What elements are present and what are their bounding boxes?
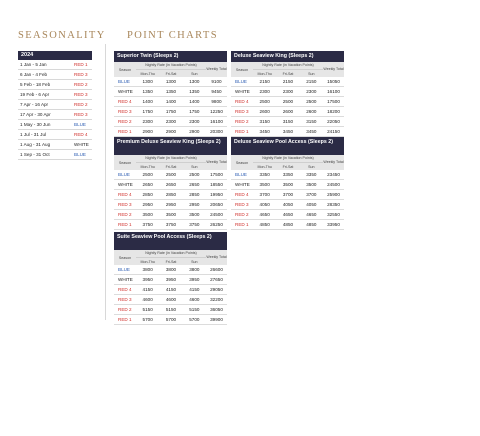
mon-thu-cell: 3750	[142, 222, 153, 227]
sun-cell: 3800	[189, 267, 200, 272]
season-row	[18, 110, 92, 120]
weekly-total-cell: 12250	[210, 109, 223, 114]
table-row	[114, 305, 227, 315]
season-dates: 17 Apr - 30 Apr	[20, 112, 51, 117]
mon-thu-cell: 4650	[259, 212, 270, 217]
sun-cell: 2900	[189, 129, 200, 134]
sun-header: Sun	[191, 260, 198, 264]
weekly-total-cell: 9800	[211, 99, 222, 104]
mon-thu-cell: 3150	[259, 119, 270, 124]
weekly-total-cell: 24500	[327, 182, 340, 187]
fri-sat-cell: 5700	[165, 317, 177, 322]
table-row	[114, 170, 227, 180]
weekly-total-cell: 39900	[210, 317, 223, 322]
table-row	[231, 170, 344, 180]
fri-sat-header: Fri-Sat	[165, 72, 177, 76]
weekly-total-cell: 36050	[210, 307, 223, 312]
mon-thu-cell: 1750	[142, 109, 153, 114]
sun-cell: 2500	[306, 99, 317, 104]
season-cell: BLUE	[118, 267, 131, 272]
sun-header: Sun	[191, 165, 198, 169]
rate-header	[136, 155, 206, 170]
fri-sat-header: Fri-Sat	[282, 72, 294, 76]
sun-cell: 1400	[189, 99, 200, 104]
season-cell: RED 4	[235, 99, 249, 104]
fri-sat-cell: 1400	[165, 99, 177, 104]
mon-thu-cell: 4850	[259, 222, 270, 227]
sun-cell: 3350	[306, 172, 317, 177]
weekly-total-cell: 29050	[210, 287, 223, 292]
seasonality-table	[18, 51, 92, 160]
sun-cell: 3500	[189, 212, 200, 217]
mon-thu-cell: 3450	[259, 129, 270, 134]
chart-deluxe-seaview-pool-access	[231, 137, 344, 230]
table-row	[114, 97, 227, 107]
mon-thu-cell: 3350	[259, 172, 270, 177]
sun-cell: 2300	[189, 119, 200, 124]
mon-thu-cell: 2300	[142, 119, 153, 124]
season-cell: WHITE	[118, 89, 133, 94]
weekly-total-header: Weekly Total	[323, 67, 344, 72]
mon-thu-cell: 2300	[259, 89, 270, 94]
season-header: Season	[118, 67, 132, 72]
table-row	[114, 77, 227, 87]
season-code: RED 3	[74, 92, 88, 97]
seasonality-heading: SEASONALITY	[18, 30, 106, 41]
table-row	[231, 97, 344, 107]
weekly-total-cell: 33950	[327, 222, 340, 227]
mon-thu-header: Mon-Thu	[140, 260, 155, 264]
rate-header	[136, 250, 206, 265]
fri-sat-cell: 2600	[282, 109, 294, 114]
fri-sat-cell: 3950	[165, 277, 177, 282]
chart-header	[114, 250, 227, 265]
table-row	[231, 107, 344, 117]
season-dates: 1 Jul - 31 Jul	[20, 132, 47, 137]
sun-cell: 2850	[189, 192, 200, 197]
season-header: Season	[235, 160, 249, 165]
fri-sat-header: Fri-Sat	[282, 165, 294, 169]
sun-cell: 4050	[306, 202, 317, 207]
fri-sat-cell: 1750	[165, 109, 177, 114]
weekly-total-header: Weekly Total	[323, 160, 344, 165]
fri-sat-cell: 1350	[165, 89, 177, 94]
mon-thu-header: Mon-Thu	[257, 165, 272, 169]
fri-sat-cell: 5150	[165, 307, 177, 312]
season-row	[18, 100, 92, 110]
season-dates: 19 Feb - 6 Apr	[20, 92, 50, 97]
mon-thu-cell: 5700	[142, 317, 153, 322]
season-cell: RED 3	[235, 202, 249, 207]
sun-cell: 2150	[306, 79, 317, 84]
chart-premium-deluxe-seaview-king	[114, 137, 227, 230]
table-row	[231, 220, 344, 230]
table-row	[231, 117, 344, 127]
weekly-total-cell: 32200	[210, 297, 223, 302]
mon-thu-cell: 2500	[259, 99, 270, 104]
season-dates: 1 May - 30 Jun	[20, 122, 51, 127]
chart-header	[114, 155, 227, 170]
mon-thu-cell: 2950	[142, 202, 153, 207]
fri-sat-cell: 4600	[165, 297, 177, 302]
sun-cell: 1750	[189, 109, 200, 114]
divider	[105, 44, 106, 320]
season-dates: 1 Sep - 31 Oct	[20, 152, 50, 157]
table-row	[114, 87, 227, 97]
weekly-total-cell: 17500	[210, 172, 223, 177]
season-dates: 1 Aug - 31 Aug	[20, 142, 51, 147]
chart-deluxe-seaview-king	[231, 51, 344, 137]
table-row	[114, 275, 227, 285]
weekly-total-cell: 20650	[210, 202, 223, 207]
sun-header: Sun	[191, 72, 198, 76]
season-row	[18, 90, 92, 100]
nightly-rate-header: Nightly Rate (in Vacation Points)	[136, 250, 206, 258]
weekly-total-header: Weekly Total	[206, 67, 227, 72]
table-row	[231, 87, 344, 97]
mon-thu-cell: 4150	[142, 287, 153, 292]
season-cell: RED 2	[235, 212, 249, 217]
sun-cell: 1300	[189, 79, 200, 84]
season-cell: BLUE	[118, 79, 131, 84]
sun-header: Sun	[308, 72, 315, 76]
table-row	[114, 190, 227, 200]
season-cell: RED 1	[118, 129, 132, 134]
weekly-total-cell: 22050	[327, 119, 340, 124]
season-cell: RED 4	[118, 287, 132, 292]
chart-header	[114, 62, 227, 77]
season-cell: WHITE	[118, 182, 133, 187]
sun-cell: 3750	[189, 222, 200, 227]
rate-header	[253, 62, 323, 77]
weekly-total-cell: 24150	[327, 129, 340, 134]
season-cell: RED 1	[118, 317, 132, 322]
nightly-rate-header: Nightly Rate (in Vacation Points)	[136, 62, 206, 70]
season-row	[18, 120, 92, 130]
mon-thu-header: Mon-Thu	[140, 72, 155, 76]
fri-sat-cell: 2500	[282, 99, 294, 104]
fri-sat-cell: 3150	[282, 119, 294, 124]
weekly-total-cell: 23450	[327, 172, 340, 177]
season-cell: RED 2	[118, 119, 132, 124]
table-row	[114, 127, 227, 137]
chart-superior-twin	[114, 51, 227, 137]
season-cell: WHITE	[235, 89, 250, 94]
weekly-total-cell: 9100	[211, 79, 222, 84]
season-cell: RED 3	[118, 297, 132, 302]
nightly-rate-header: Nightly Rate (in Vacation Points)	[253, 155, 323, 163]
fri-sat-cell: 3350	[282, 172, 294, 177]
season-cell: BLUE	[235, 79, 248, 84]
season-cell: RED 2	[235, 119, 249, 124]
chart-header	[231, 62, 344, 77]
sun-cell: 2600	[306, 109, 317, 114]
fri-sat-cell: 3750	[165, 222, 177, 227]
rate-header	[136, 62, 206, 77]
mon-thu-cell: 2650	[142, 182, 153, 187]
season-code: RED 3	[74, 72, 88, 77]
mon-thu-cell: 4600	[142, 297, 153, 302]
nightly-rate-header: Nightly Rate (in Vacation Points)	[253, 62, 323, 70]
mon-thu-cell: 3700	[259, 192, 270, 197]
season-cell: BLUE	[235, 172, 248, 177]
fri-sat-cell: 2150	[282, 79, 294, 84]
fri-sat-cell: 4850	[282, 222, 294, 227]
season-code: WHITE	[74, 142, 89, 147]
fri-sat-cell: 4050	[282, 202, 294, 207]
fri-sat-cell: 4650	[282, 212, 294, 217]
season-row	[18, 150, 92, 160]
sun-cell: 3150	[306, 119, 317, 124]
sun-cell: 3700	[306, 192, 317, 197]
weekly-total-cell: 26600	[210, 267, 223, 272]
chart-header	[231, 155, 344, 170]
mon-thu-cell: 1350	[142, 89, 153, 94]
mon-thu-cell: 3500	[142, 212, 153, 217]
sun-cell: 1350	[189, 89, 200, 94]
sun-cell: 5700	[189, 317, 200, 322]
season-cell: RED 2	[118, 307, 132, 312]
weekly-total-cell: 9450	[211, 89, 222, 94]
season-cell: RED 1	[235, 222, 249, 227]
table-row	[114, 265, 227, 275]
weekly-total-cell: 16100	[327, 89, 340, 94]
mon-thu-cell: 2600	[259, 109, 270, 114]
season-cell: WHITE	[235, 182, 250, 187]
table-row	[114, 285, 227, 295]
season-row	[18, 140, 92, 150]
season-cell: RED 2	[118, 212, 132, 217]
season-code: BLUE	[74, 122, 87, 127]
fri-sat-cell: 2300	[282, 89, 294, 94]
table-row	[231, 77, 344, 87]
mon-thu-header: Mon-Thu	[257, 72, 272, 76]
mon-thu-cell: 2150	[259, 79, 270, 84]
weekly-total-cell: 24500	[210, 212, 223, 217]
season-code: RED 3	[74, 112, 88, 117]
season-cell: RED 4	[235, 192, 249, 197]
mon-thu-cell: 1300	[142, 79, 153, 84]
season-code: RED 1	[74, 62, 88, 67]
weekly-total-cell: 28350	[327, 202, 340, 207]
season-dates: 6 Jan - 4 Feb	[20, 72, 48, 77]
season-row	[18, 70, 92, 80]
table-row	[231, 127, 344, 137]
table-row	[114, 180, 227, 190]
sun-cell: 3500	[306, 182, 317, 187]
fri-sat-cell: 2850	[165, 192, 177, 197]
season-code: RED 2	[74, 102, 88, 107]
sun-cell: 4150	[189, 287, 200, 292]
sun-cell: 4600	[189, 297, 200, 302]
sun-cell: 2500	[189, 172, 200, 177]
fri-sat-cell: 3450	[282, 129, 294, 134]
fri-sat-header: Fri-Sat	[165, 260, 177, 264]
mon-thu-header: Mon-Thu	[140, 165, 155, 169]
table-row	[114, 295, 227, 305]
season-header: Season	[118, 255, 132, 260]
season-row	[18, 80, 92, 90]
table-row	[231, 190, 344, 200]
season-rows	[18, 60, 92, 160]
mon-thu-cell: 5150	[142, 307, 153, 312]
season-row	[18, 130, 92, 140]
sun-cell: 5150	[189, 307, 200, 312]
nightly-rate-header: Nightly Rate (in Vacation Points)	[136, 155, 206, 163]
table-row	[231, 200, 344, 210]
weekly-total-cell: 17500	[327, 99, 340, 104]
sun-cell: 4650	[306, 212, 317, 217]
table-row	[114, 107, 227, 117]
sun-cell: 3950	[189, 277, 200, 282]
fri-sat-cell: 2300	[165, 119, 177, 124]
season-code: BLUE	[74, 152, 87, 157]
chart-title: Superior Twin (Sleeps 2)	[114, 51, 227, 62]
table-row	[231, 210, 344, 220]
mon-thu-cell: 2850	[142, 192, 153, 197]
chart-title: Deluxe Seaview Pool Access (Sleeps 2)	[231, 137, 344, 155]
weekly-total-cell: 27650	[210, 277, 223, 282]
table-row	[231, 180, 344, 190]
mon-thu-cell: 2900	[142, 129, 153, 134]
weekly-total-cell: 18550	[210, 182, 223, 187]
mon-thu-cell: 2500	[142, 172, 153, 177]
fri-sat-cell: 2900	[165, 129, 177, 134]
table-row	[114, 117, 227, 127]
weekly-total-header: Weekly Total	[206, 255, 227, 260]
mon-thu-cell: 4050	[259, 202, 270, 207]
weekly-total-header: Weekly Total	[206, 160, 227, 165]
season-cell: RED 4	[118, 99, 132, 104]
season-dates: 1 Jan - 5 Jan	[20, 62, 47, 67]
fri-sat-cell: 3500	[282, 182, 294, 187]
season-cell: RED 4	[118, 192, 132, 197]
season-header: Season	[235, 67, 249, 72]
mon-thu-cell: 3950	[142, 277, 153, 282]
table-row	[114, 210, 227, 220]
chart-title: Suite Seaview Pool Access (Sleeps 2)	[114, 232, 227, 250]
season-cell: RED 1	[235, 129, 249, 134]
rate-header	[253, 155, 323, 170]
mon-thu-cell: 3800	[142, 267, 153, 272]
point-charts-heading: POINT CHARTS	[127, 30, 218, 41]
season-cell: BLUE	[118, 172, 131, 177]
chart-title: Premium Deluxe Seaview King (Sleeps 2)	[114, 137, 227, 155]
season-code: RED 2	[74, 82, 88, 87]
chart-suite-seaview-pool-access	[114, 232, 227, 325]
weekly-total-cell: 20300	[210, 129, 223, 134]
fri-sat-cell: 1300	[165, 79, 177, 84]
season-cell: WHITE	[118, 277, 133, 282]
mon-thu-cell: 1400	[142, 99, 153, 104]
weekly-total-cell: 32550	[327, 212, 340, 217]
weekly-total-cell: 16100	[210, 119, 223, 124]
fri-sat-cell: 2500	[165, 172, 177, 177]
season-year: 2024	[18, 51, 92, 60]
season-cell: RED 1	[118, 222, 132, 227]
season-code: RED 4	[74, 132, 88, 137]
weekly-total-cell: 15050	[327, 79, 340, 84]
table-row	[114, 200, 227, 210]
season-dates: 7 Apr - 16 Apr	[20, 102, 49, 107]
sun-header: Sun	[308, 165, 315, 169]
weekly-total-cell: 25900	[327, 192, 340, 197]
mon-thu-cell: 3500	[259, 182, 270, 187]
table-row	[114, 220, 227, 230]
sun-cell: 2650	[189, 182, 200, 187]
fri-sat-cell: 3800	[165, 267, 177, 272]
season-cell: RED 3	[118, 202, 132, 207]
sun-cell: 2300	[306, 89, 317, 94]
season-dates: 5 Feb - 18 Feb	[20, 82, 51, 87]
sun-cell: 4850	[306, 222, 317, 227]
table-row	[114, 315, 227, 325]
fri-sat-cell: 2950	[165, 202, 177, 207]
fri-sat-cell: 3700	[282, 192, 294, 197]
weekly-total-cell: 18200	[327, 109, 340, 114]
sun-cell: 3450	[306, 129, 317, 134]
season-cell: RED 3	[118, 109, 132, 114]
season-row	[18, 60, 92, 70]
season-header: Season	[118, 160, 132, 165]
fri-sat-cell: 2650	[165, 182, 177, 187]
fri-sat-cell: 4150	[165, 287, 177, 292]
fri-sat-header: Fri-Sat	[165, 165, 177, 169]
fri-sat-cell: 3500	[165, 212, 177, 217]
weekly-total-cell: 19950	[210, 192, 223, 197]
weekly-total-cell: 26250	[210, 222, 223, 227]
chart-title: Deluxe Seaview King (Sleeps 2)	[231, 51, 344, 62]
sun-cell: 2950	[189, 202, 200, 207]
season-cell: RED 3	[235, 109, 249, 114]
